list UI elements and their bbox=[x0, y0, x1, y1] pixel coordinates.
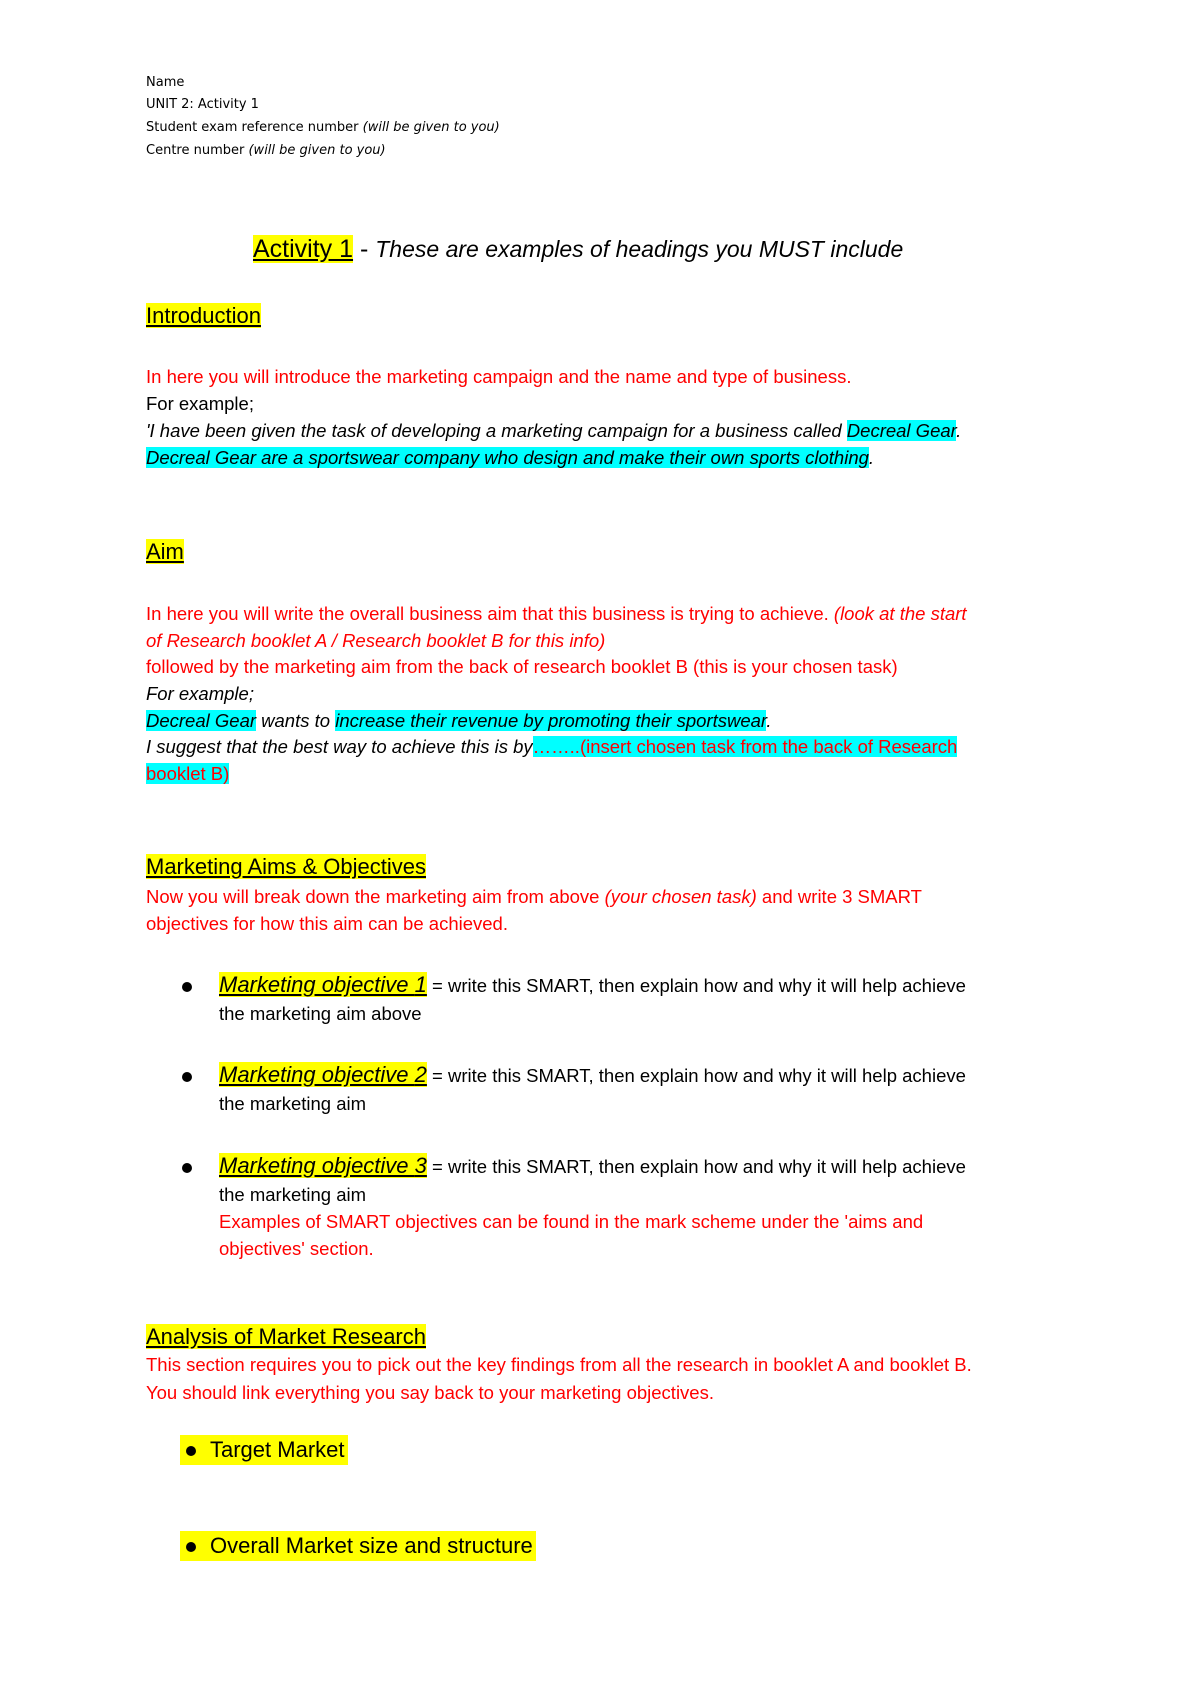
intro-line-3-pre: 'I have been given the task of developing a marketing campaign for a business called bbox=[146, 420, 847, 441]
title-main: Activity 1 bbox=[253, 235, 354, 263]
objective-2-text: = write this SMART, then explain how and why it will help achieve bbox=[426, 1065, 966, 1086]
aim-insert-task: ……..(insert chosen task from the back of Research bbox=[532, 736, 958, 757]
objective-3-text: = write this SMART, then explain how and why it will help achieve bbox=[426, 1156, 966, 1177]
analysis-heading bbox=[146, 1323, 426, 1351]
objective-3-label: Marketing objective 3 bbox=[219, 1153, 427, 1178]
marketing-line-2: objectives for how this aim can be achieved. bbox=[146, 913, 508, 934]
intro-business-description: Decreal Gear are a sportswear company who design and make their own sports clothing bbox=[146, 447, 869, 468]
title-subtitle: These are examples of headings you MUST include bbox=[375, 236, 904, 262]
aim-line-6-pre: I suggest that the best way to achieve this is by bbox=[146, 736, 533, 757]
marketing-line-1-post: and write 3 SMART bbox=[756, 886, 922, 907]
marketing-heading-text: Marketing Aims & Objectives bbox=[146, 854, 426, 879]
bullet-icon bbox=[186, 1542, 196, 1552]
bullet-icon bbox=[186, 1446, 196, 1456]
centre-label: Centre number bbox=[146, 143, 245, 158]
aim-business-name: Decreal Gear bbox=[146, 710, 257, 731]
aim-line-3: followed by the marketing aim from the back of research booklet B (this is your chosen task) bbox=[146, 656, 898, 677]
header-centre bbox=[146, 143, 386, 159]
bullet-icon bbox=[182, 1072, 192, 1082]
bullet-icon bbox=[182, 1163, 192, 1173]
introduction-line-1: In here you will introduce the marketing campaign and the name and type of business. bbox=[146, 366, 852, 387]
aim-line-6 bbox=[146, 734, 957, 761]
aim-insert-task-cont: booklet B) bbox=[146, 763, 230, 784]
target-market-label: Target Market bbox=[210, 1437, 345, 1462]
objective-2 bbox=[219, 1062, 966, 1090]
introduction-heading-text: Introduction bbox=[146, 303, 261, 328]
analysis-line-1: This section requires you to pick out the key findings from all the research in booklet A and booklet B. bbox=[146, 1354, 972, 1375]
aim-line-2: of Research booklet A / Research booklet B for this info) bbox=[146, 630, 606, 651]
aim-line-1 bbox=[146, 601, 967, 628]
aim-line-5 bbox=[146, 708, 772, 735]
introduction-heading bbox=[146, 302, 261, 330]
objective-1-label: Marketing objective 1 bbox=[219, 972, 427, 997]
marketing-line-1-pre: Now you will break down the marketing aim from above bbox=[146, 886, 605, 907]
marketing-line-1-italic: (your chosen task) bbox=[604, 886, 757, 907]
aim-line-4: For example; bbox=[146, 683, 254, 704]
objective-1 bbox=[219, 972, 966, 1000]
introduction-line-4 bbox=[146, 445, 874, 472]
aim-heading-text: Aim bbox=[146, 539, 184, 564]
objective-3 bbox=[219, 1153, 966, 1181]
analysis-line-2: You should link everything you say back to your marketing objectives. bbox=[146, 1382, 714, 1403]
header-unit: UNIT 2: Activity 1 bbox=[146, 97, 259, 112]
centre-note: (will be given to you) bbox=[248, 143, 386, 158]
objective-1-text: = write this SMART, then explain how and why it will help achieve bbox=[426, 975, 966, 996]
aim-line-1-italic: (look at the start bbox=[833, 603, 967, 624]
objective-1-cont: the marketing aim above bbox=[219, 1003, 422, 1024]
header-name: Name bbox=[146, 75, 185, 90]
analysis-heading-text: Analysis of Market Research bbox=[146, 1324, 426, 1349]
aim-line-5-mid: wants to bbox=[256, 710, 336, 731]
intro-line-4-post: . bbox=[868, 447, 875, 468]
intro-business-name: Decreal Gear bbox=[846, 420, 957, 441]
aim-heading bbox=[146, 538, 184, 566]
page-title bbox=[253, 233, 903, 265]
objective-3-cont: the marketing aim bbox=[219, 1184, 367, 1205]
analysis-bullet-target-market bbox=[180, 1435, 348, 1465]
marketing-heading bbox=[146, 853, 426, 881]
intro-line-3-post: . bbox=[956, 420, 962, 441]
introduction-line-2: For example; bbox=[146, 393, 254, 414]
bullet-icon bbox=[182, 982, 192, 992]
title-dash: - bbox=[353, 235, 376, 263]
objective-2-label: Marketing objective 2 bbox=[219, 1062, 427, 1087]
smart-note-2: objectives' section. bbox=[219, 1238, 374, 1259]
reference-label: Student exam reference number bbox=[146, 120, 359, 135]
header-reference bbox=[146, 120, 500, 136]
analysis-bullet-market-size bbox=[180, 1531, 536, 1561]
market-size-label: Overall Market size and structure bbox=[210, 1533, 533, 1558]
objective-2-cont: the marketing aim bbox=[219, 1093, 367, 1114]
aim-line-5-post: . bbox=[766, 710, 772, 731]
smart-note-1: Examples of SMART objectives can be found in the mark scheme under the 'aims and bbox=[219, 1211, 924, 1232]
marketing-line-1 bbox=[146, 884, 922, 911]
aim-line-7 bbox=[146, 761, 229, 788]
aim-line-1-text: In here you will write the overall business aim that this business is trying to achieve. bbox=[146, 603, 834, 624]
aim-business-goal: increase their revenue by promoting their sportswear bbox=[335, 710, 767, 731]
reference-note: (will be given to you) bbox=[362, 120, 500, 135]
introduction-line-3 bbox=[146, 418, 961, 445]
